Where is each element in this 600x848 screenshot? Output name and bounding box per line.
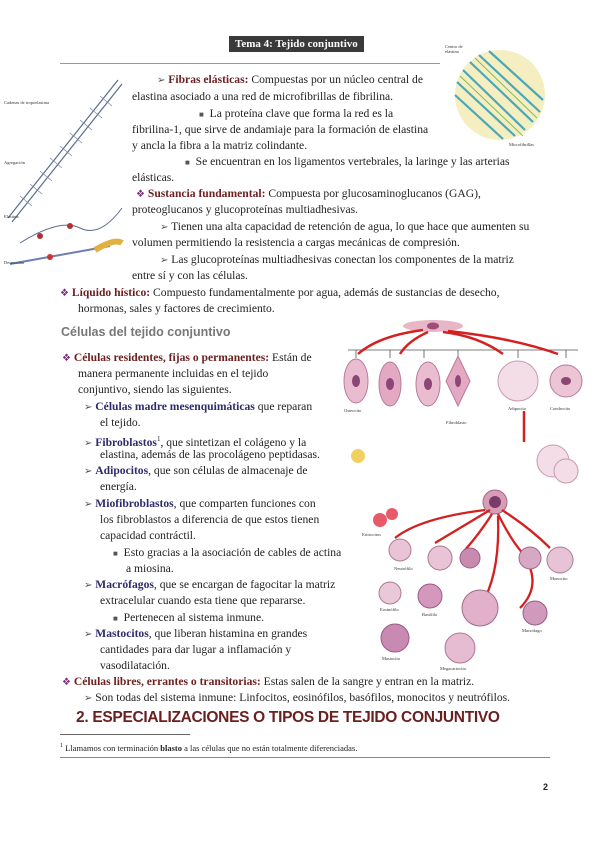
text-line: ➢ Mastocitos, que liberan histamina en grandes (84, 627, 308, 640)
diff-label: Osteocito (344, 408, 362, 413)
marrow-label: Eosinófilo (380, 607, 399, 612)
text-line: ➢ Las glucoproteínas multiadhesivas conectan los componentes de la matriz (160, 253, 514, 266)
text-line: ❖ Sustancia fundamental: Compuesta por glucosaminoglucanos (GAG), (136, 187, 481, 200)
text-line: ■ Pertenecen al sistema inmune. (113, 611, 265, 624)
marrow-label: Eritrocitos (362, 532, 381, 537)
diff-label: Condrocito (550, 406, 571, 411)
text-line: ➢ Tienen una alta capacidad de retención de agua, lo que hace que aumenten su (160, 220, 530, 233)
helix-label: Cadenas de tropoelastina (4, 100, 49, 105)
text-line: ■ Se encuentran en los ligamentos vertebrales, la laringe y las arterias (185, 155, 510, 168)
text-line: ➢ Son todas del sistema inmune: Linfocitos, eosinófilos, basófilos, monocitos y neutrófilos. (84, 691, 511, 704)
text-line: elastina, además de las procolágeno peptidasas. (100, 448, 320, 461)
text-line: ■ Esto gracias a la asociación de cables de actina (113, 546, 342, 559)
hematopoietic-lineage-figure (360, 488, 582, 676)
text-line: ❖ Líquido hístico: Compuesto fundamentalmente por agua, además de sustancias de desecho, (60, 286, 500, 299)
text-line: ❖ Células libres, errantes o transitorias: Estas salen de la sangre y entran en la matriz. (62, 675, 475, 688)
text-line: energía. (100, 480, 137, 493)
footer-rule (60, 757, 550, 758)
svg-text:Centro de: Centro de (445, 44, 463, 49)
marrow-label: Mastocito (382, 656, 400, 661)
mesenchymal-differentiation-figure (338, 306, 584, 496)
text-line: vasodilatación. (100, 659, 170, 672)
text-line: volumen permitiendo la resistencia a cargas mecánicas de compresión. (132, 236, 460, 249)
text-line: el tejido. (100, 416, 141, 429)
section-heading: Células del tejido conjuntivo (61, 325, 231, 339)
text-line: ➢ Fibras elásticas: Compuestas por un núcleo central de (157, 73, 423, 86)
text-line: ❖ Células residentes, fijas o permanentes: Están de (62, 351, 312, 364)
footnote: $^1$ Llamamos con terminación blasto a las células que no están totalmente diferenciadas. (60, 742, 358, 753)
text-line: elastina asociado a una red de microfibrillas de fibrilina. (132, 90, 394, 103)
marrow-label: Monocito (550, 576, 568, 581)
text-line: conjuntivo, siendo las siguientes. (78, 383, 232, 396)
text-line: a miosina. (126, 562, 174, 575)
text-line: elásticas. (132, 171, 175, 184)
text-line: ➢ Células madre mesenquimáticas que reparan (84, 400, 313, 413)
diff-label: Fibroblasto (446, 420, 467, 425)
marrow-label: Macrófago (522, 628, 542, 633)
text-line: entre sí y con las células. (132, 269, 248, 282)
text-line: cantidades para dar lugar a inflamación y (100, 643, 292, 656)
helix-label: Agregación (4, 160, 25, 165)
text-line: los fibroblastos a diferencia de que estos tienen (100, 513, 320, 526)
diff-label: Adipocito (508, 406, 526, 411)
marrow-label: Basófilo (422, 612, 438, 617)
footnote-rule (60, 734, 190, 735)
helix-label: Elastina (4, 214, 19, 219)
text-line: y ancla la fibra a la matriz colindante. (132, 139, 308, 152)
text-line: extracelular cuando esta tiene que repararse. (100, 594, 306, 607)
main-section-heading: 2. ESPECIALIZACIONES O TIPOS DE TEJIDO CONJUNTIVO (76, 709, 500, 726)
elastin-assembly-figure (0, 68, 125, 273)
text-line: ➢ Macrófagos, que se encargan de fagocitar la matriz (84, 578, 336, 591)
text-line: ➢ Adipocitos, que son células de almacenaje de (84, 464, 308, 477)
text-line: manera permanente incluidas en el tejido (78, 367, 269, 380)
header-rule (60, 63, 440, 64)
helix-label: Desmosina (4, 260, 24, 265)
text-line: capacidad contráctil. (100, 529, 196, 542)
marrow-label: Megacariocito (440, 666, 466, 671)
text-line: ➢ Fibroblastos$^1$, que sintetizan el colágeno y la (84, 435, 307, 449)
text-line: proteoglucanos y glucoproteínas multiadhesivas. (132, 203, 359, 216)
text-line: ➢ Miofibroblastos, que comparten funciones con (84, 497, 316, 510)
text-line: fibrilina-1, que sirve de andamiaje para la formación de elastina (132, 123, 429, 136)
page-number: 2 (543, 782, 549, 792)
elastic-fiber-figure (445, 40, 555, 150)
page-title: Tema 4: Tejido conjuntivo (229, 36, 364, 52)
fiber-label: elastina (445, 49, 459, 54)
marrow-label: Neutrófilo (394, 566, 413, 571)
text-line: ■ La proteína clave que forma la red es la (199, 107, 394, 120)
text-line: hormonas, sales y factores de crecimiento. (78, 302, 275, 315)
fiber-label: Microfibrillas (509, 142, 534, 147)
